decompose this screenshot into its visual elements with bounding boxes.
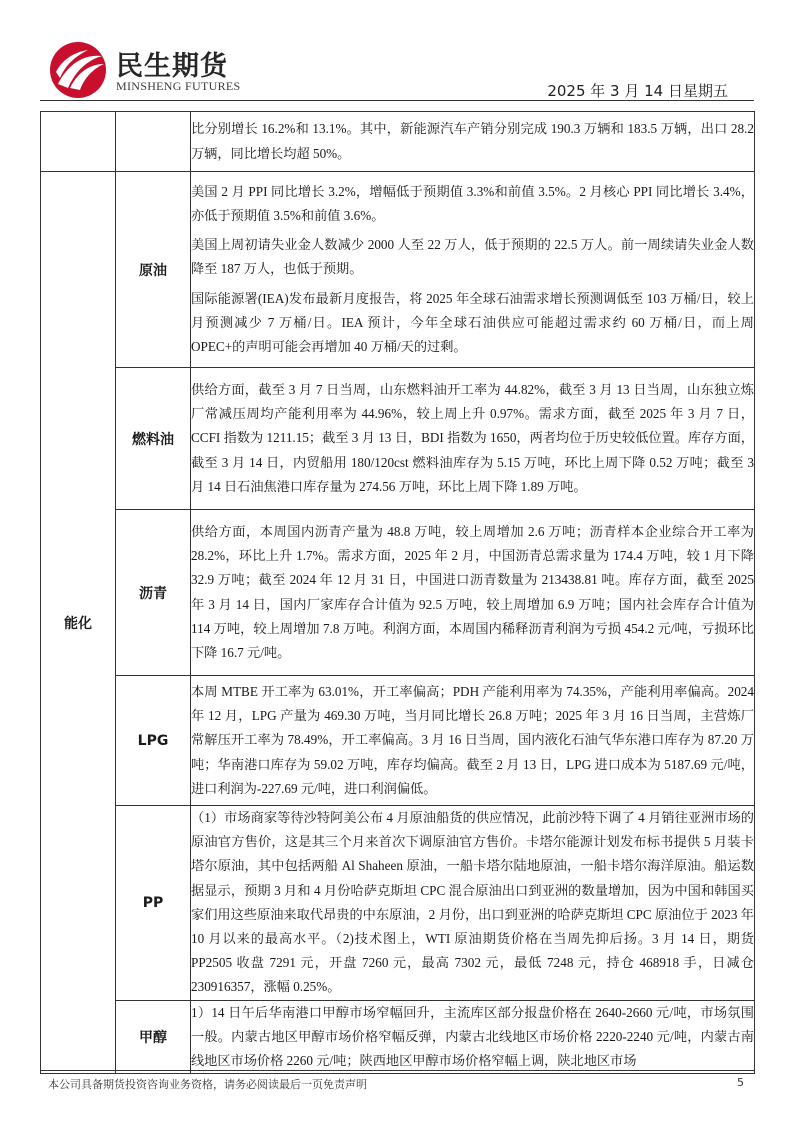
product-cell — [116, 112, 191, 172]
product-cell: LPG — [116, 676, 191, 806]
page-header — [0, 0, 794, 104]
paragraph: 比分别增长 16.2%和 13.1%。其中，新能源汽车产销分别完成 190.3 万辆和 183.5 万辆，出口 28.2 万辆，同比增长均超 50%。 — [191, 121, 754, 161]
paragraph: （1）市场商家等待沙特阿美公布 4 月原油船货的供应情况，此前沙特下调了 4 月销往亚洲市场的原油官方售价，这是其三个月来首次下调原油官方售价。卡塔尔能源计划发布标书提供 5 月装卡塔尔原油，其中包括两船 Al Shaheen 原油，一船卡塔尔陆地原油，一船卡塔尔海洋原油。船运数据显示，预期 3 月和 4 月份哈萨克斯坦 CPC 混合原油出口到亚洲的数量增加，因为中国和韩国买家们用这些原油来取代昂贵的中东原油，2 月份，出口到亚洲的哈萨克斯坦 CPC 原油位于 2023 年 10 月以来的最高水平。（2)技术图上，WTI 原油期货价格在当周先抑后扬。3 月 14 日，期货 PP2505 收盘 7291 元，开盘 7260 元，最高 7302 元，最低 7248 元，持仓 468918 手，日减仓 230916357，涨幅 0.25%。 — [191, 810, 754, 995]
row-content — [191, 368, 755, 510]
table-row — [41, 1000, 755, 1074]
table-row — [41, 806, 755, 1001]
paragraph: 供给方面，截至 3 月 7 日当周，山东燃料油开工率为 44.82%，截至 3 月 13 日当周，山东独立炼厂常减压周均产能利用率为 44.96%，较上周上升 0.97%。需求方面，截至 2025 年 3 月 7 日，CCFI 指数为 1211.15；截至 3 月 13 日，BDI 指数为 1650，两者均位于历史较低位置。库存方面，截至 3 月 14 日，内贸船用 180/120cst 燃料油库存为 5.15 万吨，环比上周下降 0.52 万吨；截至 3 月 14 日石油焦港口库存量为 274.56 万吨，环比上周下降 1.89 万吨。 — [191, 381, 754, 494]
product-cell: 燃料油 — [116, 368, 191, 510]
table-row — [41, 172, 755, 368]
commentary-table — [40, 111, 755, 1074]
footer-disclaimer: 本公司具备期货投资咨询业务资格，请务必阅读最后一页免责声明 — [48, 1078, 367, 1091]
paragraph: 本周 MTBE 开工率为 63.01%，开工率偏高；PDH 产能利用率为 74.35%，产能利用率偏高。2024 年 12 月，LPG 产量为 469.30 万吨，当月同比增长 26.8 万吨；2025 年 3 月 16 日当周，主营炼厂常解压开工率为 78.49%，开工率偏高。3 月 16 日当周，国内液化石油气华东港口库存为 87.20 万吨；华南港口库存为 59.02 万吨，库存均偏高。截至 2 月 13 日，LPG 进口成本为 5187.69 元/吨，进口利润为-227.69 元/吨，进口利润偏低。 — [191, 683, 754, 796]
paragraph: 国际能源署(IEA)发布最新月度报告，将 2025 年全球石油需求增长预测调低至 103 万桶/日，较上月预测减少 7 万桶/日。IEA 预计，今年全球石油供应可能超过需求约 60 万桶/日，而上周 OPEC+的声明可能会再增加 40 万桶/天的过剩。 — [191, 290, 754, 354]
table-row — [41, 368, 755, 510]
paragraph: 1）14 日午后华南港口甲醇市场窄幅回升，主流库区部分报盘价格在 2640-2660 元/吨，市场氛围一般。内蒙古地区甲醇市场价格窄幅反弹，内蒙古北线地区市场价格 2220-2240 元/吨，内蒙古南线地区市场价格 2260 元/吨；陕西地区甲醇市场价格窄幅上调，陕北地区市场 — [191, 1004, 754, 1069]
minsheng-logo-icon — [48, 40, 108, 100]
row-content — [191, 172, 755, 368]
header-divider — [40, 100, 754, 101]
company-name-en: MINSHENG FUTURES — [116, 79, 241, 93]
table-row — [41, 676, 755, 806]
product-cell: 沥青 — [116, 510, 191, 676]
row-content — [191, 676, 755, 806]
row-content — [191, 806, 755, 1001]
product-cell: 原油 — [116, 172, 191, 368]
report-date: 2025 年 3 月 14 日星期五 — [547, 82, 728, 100]
table-row — [41, 112, 755, 172]
table-row — [41, 510, 755, 676]
row-content — [191, 112, 755, 172]
paragraph: 美国上周初请失业金人数减少 2000 人至 22 万人，低于预期的 22.5 万人。前一周续请失业金人数降至 187 万人，也低于预期。 — [191, 237, 754, 277]
product-cell: PP — [116, 806, 191, 1001]
category-cell: 能化 — [41, 172, 116, 1074]
row-content — [191, 510, 755, 676]
page-number: 5 — [737, 1076, 744, 1089]
category-cell-blank — [41, 112, 116, 172]
row-content — [191, 1000, 755, 1074]
paragraph: 供给方面，本周国内沥青产量为 48.8 万吨，较上周增加 2.6 万吨；沥青样本企业综合开工率为 28.2%，环比上升 1.7%。需求方面，2025 年 2 月，中国沥青总需求量为 174.4 万吨，较 1 月下降 32.9 万吨；截至 2024 年 12 月 31 日，中国进口沥青数量为 213438.81 吨。库存方面，截至 2025 年 3 月 14 日，国内厂家库存合计值为 92.5 万吨，较上周增加 6.9 万吨；国内社会库存合计值为 114 万吨，较上周增加 7.8 万吨。利润方面，本周国内稀释沥青利润为亏损 454.2 元/吨，亏损环比下降 16.7 元/吨。 — [191, 523, 754, 660]
paragraph: 美国 2 月 PPI 同比增长 3.2%，增幅低于预期值 3.3%和前值 3.5%。2 月核心 PPI 同比增长 3.4%，亦低于预期值 3.5%和前值 3.6%。 — [191, 183, 754, 223]
product-cell: 甲醇 — [116, 1000, 191, 1074]
company-name-cn: 民生期货 — [116, 51, 228, 82]
footer-divider — [40, 1070, 754, 1071]
